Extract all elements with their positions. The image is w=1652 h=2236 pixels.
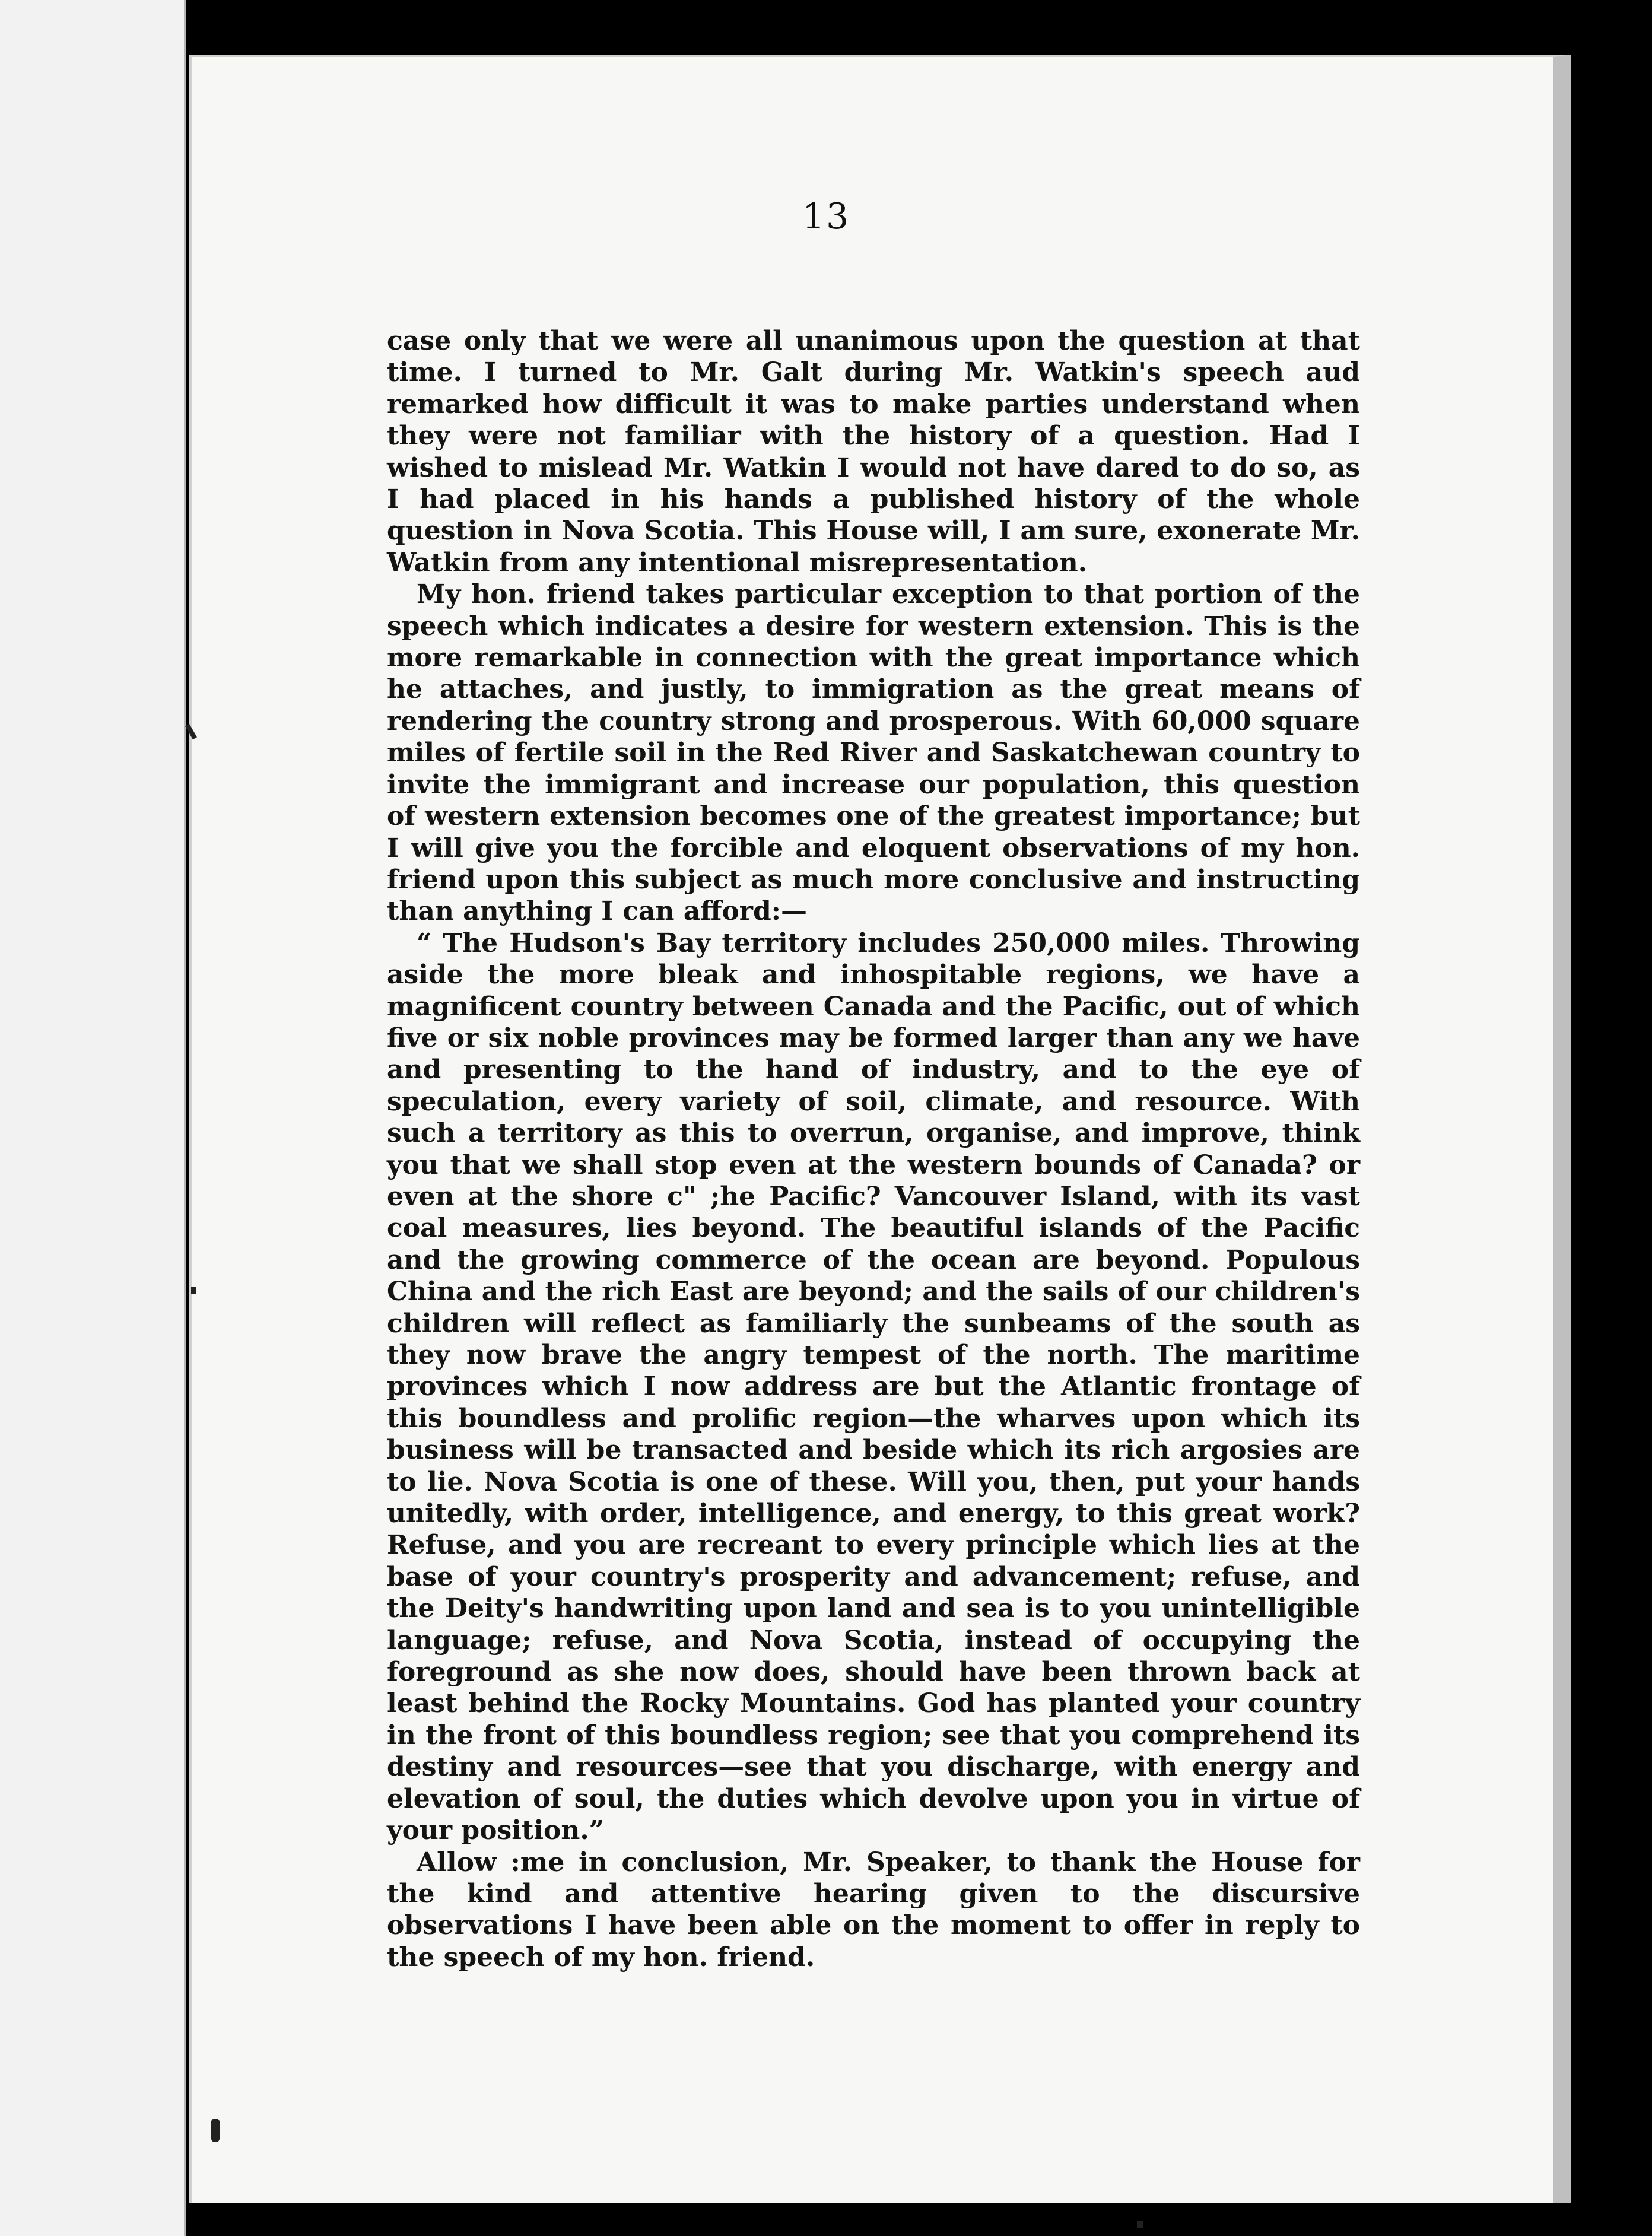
page-number: 13 xyxy=(802,196,850,237)
quoted-paragraph: “ The Hudson's Bay territory includes 250,000 miles. Throwing aside the more bleak and inhospitable regions, we have a magnificent country between Canada and the Pacific, out of which five or six noble provinces may be formed larger than any we have and presenting to the hand of industry, and to the eye of speculation, every variety of soil, climate, and resource. With such a territory as this to overrun, organise, and improve, think you that we shall stop even at the western bounds of Canada? or even at the shore c" ;he Pacific? Vancouver Island, with its vast coal measures, lies beyond. The beautiful islands of the Pacific and the growing commerce of the ocean are beyond. Populous China and the rich East are beyond; and the sails of our children's children will reflect as familiarly the sunbeams of the south as they now brave the angry tempest of the north. The maritime provinces which I now address are but the Atlantic frontage of this boundless and prolific region—the wharves upon which its business will be transacted and beside which its rich argosies are to lie. Nova Scotia is one of these. Will you, then, put your hands unitedly, with order, intelligence, and energy, to this great work? Refuse, and you are recreant to every principle which lies at the base of your country's prosperity and advancement; refuse, and the Deity's handwriting upon land and sea is to you unintelligible language; refuse, and Nova Scotia, instead of occupying the foreground as she now does, should have been thrown back at least behind the Rocky Mountains. God has planted your country in the front of this boundless region; see that you comprehend its destiny and resources—see that you discharge, with energy and elevation of soul, the duties which devolve upon you in virtue of your position.” xyxy=(387,928,1360,1846)
margin-mark xyxy=(191,1287,196,1294)
paragraph: Allow :me in conclusion, Mr. Speaker, to thank the House for the kind and attentive hearing given to the discursive observations I have been able on the moment to offer in reply to the speech of my hon. friend. xyxy=(387,1847,1360,1973)
margin-mark xyxy=(1137,2221,1143,2228)
paragraph: case only that we were all unanimous upon the question at that time. I turned to Mr. Galt during Mr. Watkin's speech aud remarked how difficult it was to make parties understand when they were not familiar with the history of a question. Had I wished to mislead Mr. Watkin I would not have dared to do so, as I had placed in his hands a published history of the whole question in Nova Scotia. This House will, I am sure, exonerate Mr. Watkin from any intentional misrepresentation. xyxy=(387,326,1360,578)
body-text xyxy=(387,325,1360,1973)
paragraph: My hon. friend takes particular exception to that portion of the speech which indicates a desire for western extension. This is the more remarkable in connection with the great importance which he attaches, and justly, to immigration as the great means of rendering the country strong and prosperous. With 60,000 square miles of fertile soil in the Red River and Saskatchewan country to invite the immigrant and increase our population, this question of western extension becomes one of the greatest importance; but I will give you the forcible and eloquent observations of my hon. friend upon this subject as much more conclusive and instructing than anything I can afford:— xyxy=(387,579,1360,927)
margin-mark xyxy=(211,2119,220,2142)
previous-page-edge xyxy=(0,0,186,2236)
